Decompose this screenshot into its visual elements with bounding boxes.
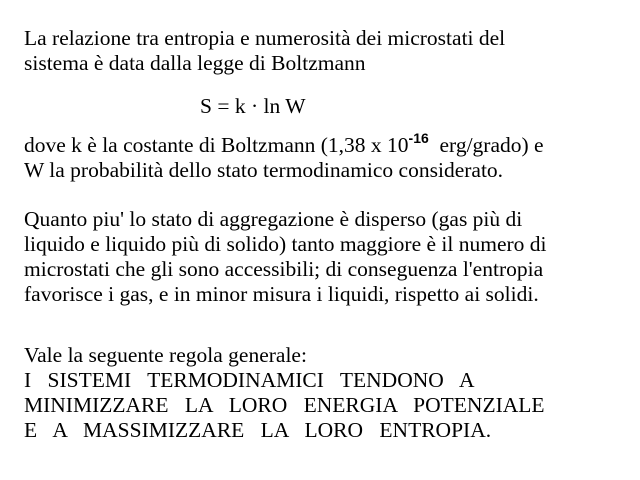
rule-line-2: MINIMIZZARE LA LORO ENERGIA POTENZIALE (24, 393, 545, 417)
definition-text-before: dove k è la costante di Boltzmann (1,38 x 10 (24, 133, 409, 157)
aggregation-line-2: liquido e liquido più di solido) tanto maggiore è il numero di (24, 232, 547, 256)
aggregation-line-1: Quanto piu' lo stato di aggregazione è disperso (gas più di (24, 207, 523, 231)
rule-line-1: I SISTEMI TERMODINAMICI TENDONO A (24, 368, 475, 392)
aggregation-line-4: favorisce i gas, e in minor misura i liquidi, rispetto ai solidi. (24, 282, 539, 306)
exponent: -16 (408, 130, 429, 146)
aggregation-line-3: microstati che gli sono accessibili; di conseguenza l'entropia (24, 257, 544, 281)
rule-intro: Vale la seguente regola generale: (24, 343, 307, 367)
definition-text-after: erg/grado) e (428, 133, 544, 157)
intro-line-2: sistema è data dalla legge di Boltzmann (24, 51, 366, 75)
boltzmann-formula: S = k · ln W (200, 94, 306, 118)
definition-line-1 (24, 130, 544, 159)
definition-line-2: W la probabilità dello stato termodinamico considerato. (24, 158, 504, 182)
rule-line-3: E A MASSIMIZZARE LA LORO ENTROPIA. (24, 418, 492, 442)
intro-line-1: La relazione tra entropia e numerosità dei microstati del (24, 26, 506, 50)
